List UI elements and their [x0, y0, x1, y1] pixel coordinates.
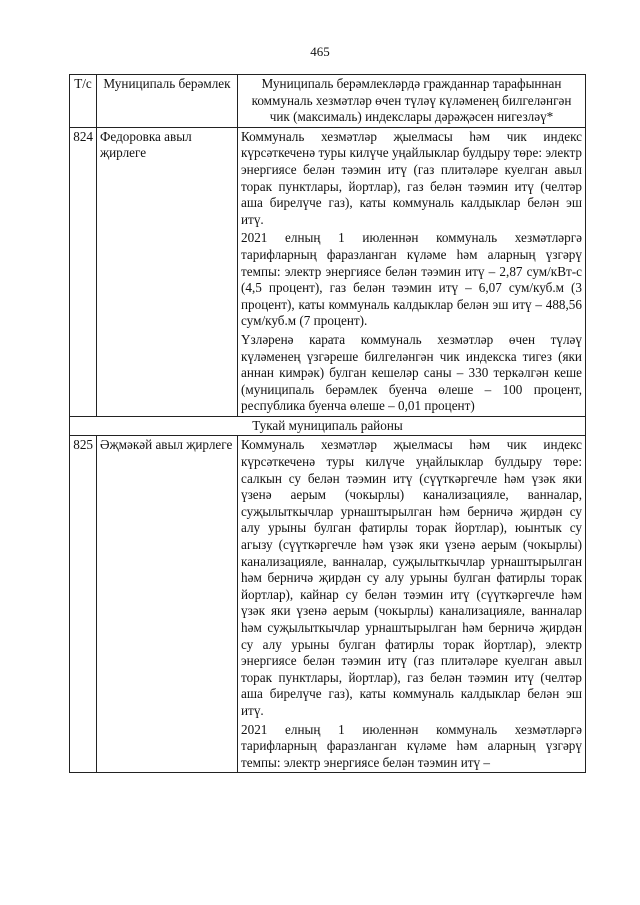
table-header-row	[70, 75, 586, 128]
district-row	[70, 416, 586, 436]
header-municipality: Муниципаль берәмлек	[97, 75, 238, 128]
district-title: Тукай муниципаль районы	[70, 416, 586, 436]
paragraph: Үзләренә карата коммуналь хезмәтләр өчен түләү күләменең үзгәреше билгеләнгән чик индекска тигез (яки аннан кимрәк) булган кешеләр саны – 330 теркәлгән кеше (муниципаль берәмлек буенча өлеше – 100 процент, республика буенча өлеше – 0,01 процент)	[241, 331, 582, 414]
paragraph: 2021 елның 1 июленнән коммуналь хезмәтләргә тарифларның фаразланган күләме һәм аларның үзгәрү темпы: электр энергиясе белән тәэмин итү –	[241, 721, 582, 770]
justification-cell	[238, 127, 586, 416]
paragraph: Коммуналь хезмәтләр җыелмасы һәм чик индекс күрсәткеченә туры килүче уңайлыклар булдыру төре: электр энергиясе белән тәэмин итү (газ плитәләре куелган авыл торак пунктлары, йортлар), газ белән тәэмин итү (челтәр аша бирелүче газ), каты коммуналь калдыклар белән эш итү.	[241, 128, 582, 227]
paragraph: Коммуналь хезмәтләр җыелмасы һәм чик индекс күрсәткеченә туры килүче уңайлыклар булдыру төре: салкын су белән тәэмин итү (сүүткәргечле һәм үзәк яки үзенә аерым (чокырлы) канализацияле, ванналар, суҗылыткычлар урнаштырылган һәм берничә җирдән су алу урыны булган фатирлы торак йортлар), юынтык су агызу (сүүткәргечле һәм үзәк яки үзенә аерым (чокырлы) канализацияле, ванналар, суҗылыткычлар урнаштырылган һәм берничә җирдән су алу урыны булган фатирлы торак йортлар), кайнар су белән тәэмин итү (сүүткәргечле һәм үзәк яки үзенә аерым (чокырлы) канализацияле, ванналар һәм суҗылыткычлар урнаштырылган һәм берничә җирдән су алу урыны булган фатирлы торак йортлар), электр энергиясе белән тәэмин итү (газ плитәләре куелган авыл торак пунктлары, йортлар), газ белән тәэмин итү (челтәр аша бирелүче газ), каты коммуналь калдыклар белән эш итү.	[241, 437, 582, 718]
municipality-name: Федоровка авыл җирлеге	[97, 127, 238, 416]
municipality-name: Әҗмәкәй авыл җирлеге	[97, 436, 238, 773]
justification-cell	[238, 436, 586, 773]
table-row	[70, 127, 586, 416]
paragraph: 2021 елның 1 июленнән коммуналь хезмәтләргә тарифларның фаразланган күләме һәм аларның үзгәрү темпы: электр энергиясе белән тәэмин итү – 2,87 сум/кВт-с (4,5 процент), газ белән тәэмин итү – 6,07 сум/куб.м (3 процент), каты коммуналь калдыклар белән эш итү – 488,56 сум/куб.м (7 процент).	[241, 230, 582, 329]
page-number: 465	[310, 44, 330, 59]
row-number: 825	[70, 436, 97, 773]
header-number: Т/с	[70, 75, 97, 128]
table-row	[70, 436, 586, 773]
row-number: 824	[70, 127, 97, 416]
indices-table	[69, 74, 586, 773]
header-justification: Муниципаль берәмлекләрдә гражданнар тарафыннан коммуналь хезмәтләр өчен түләү күләменең билгеләнгән чик (максималь) индекслары дәрәҗәсен нигезләү*	[238, 75, 586, 128]
